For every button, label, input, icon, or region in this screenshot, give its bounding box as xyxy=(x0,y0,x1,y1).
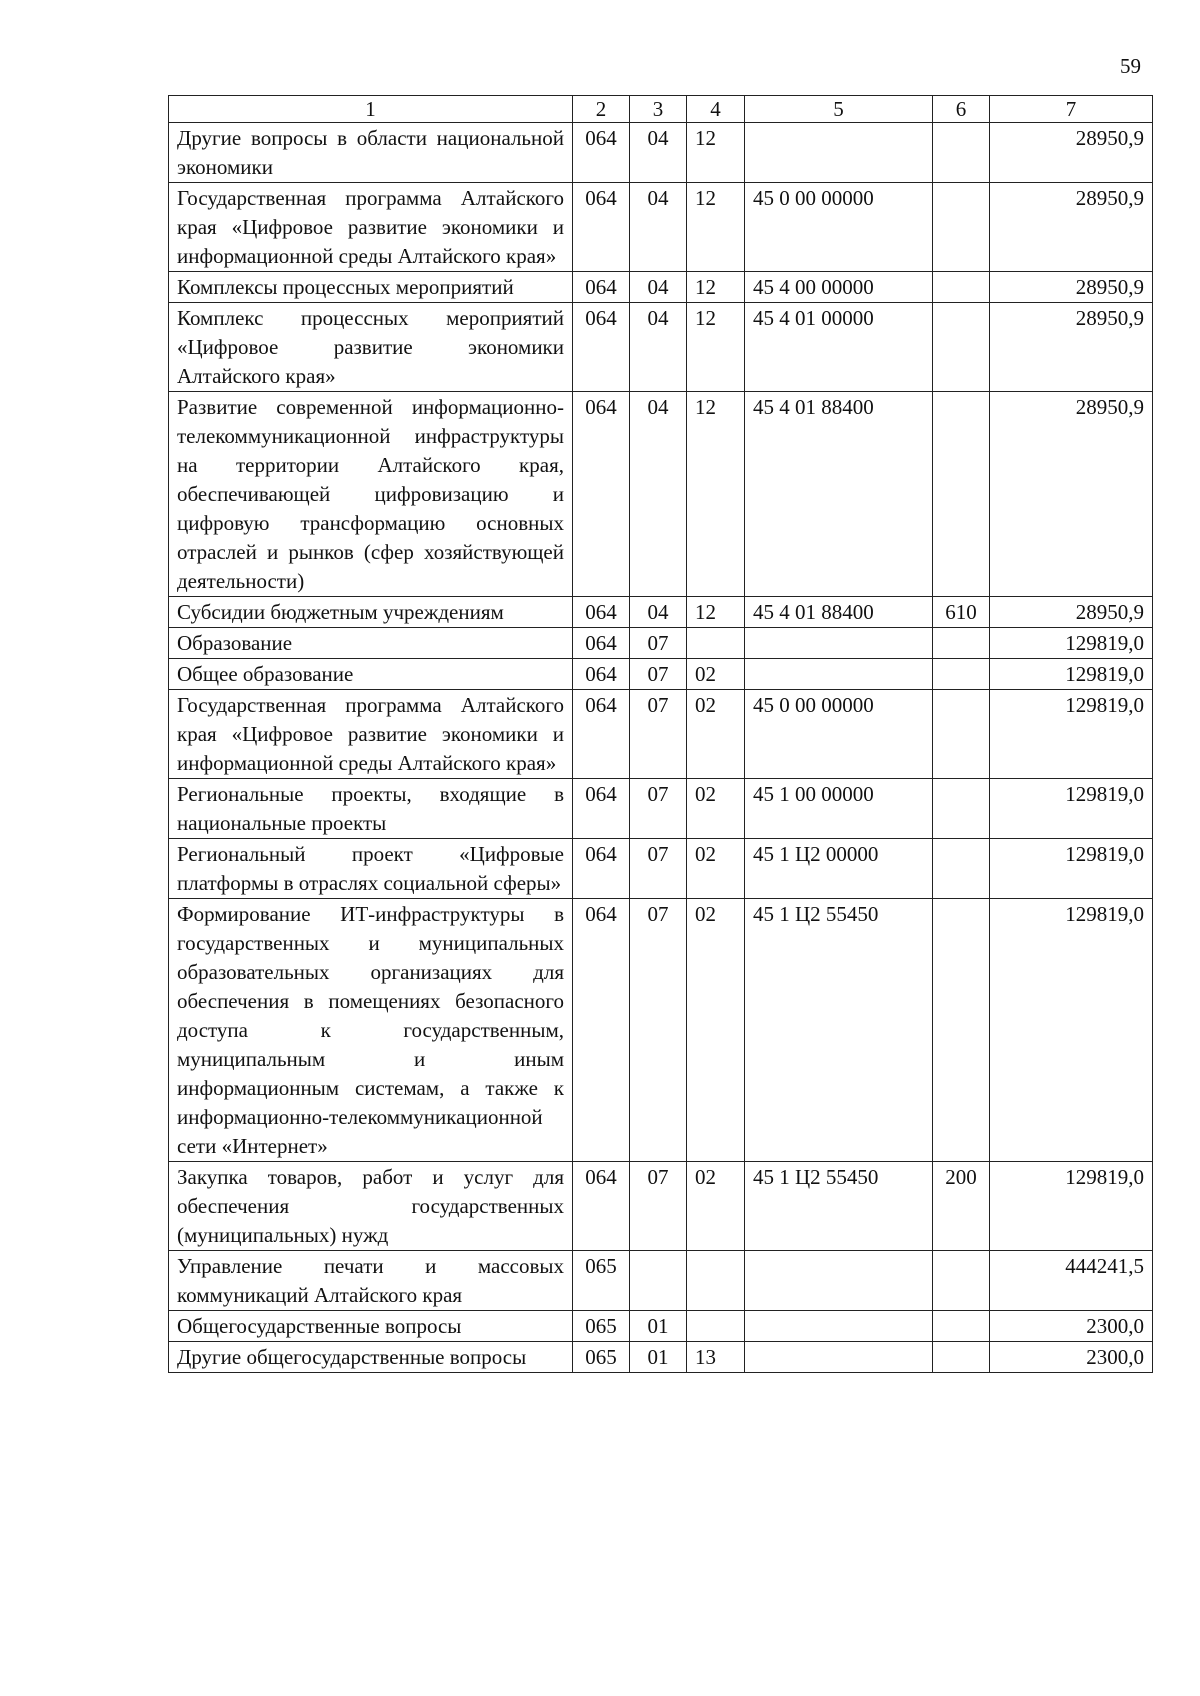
row-amount: 2300,0 xyxy=(990,1342,1153,1373)
row-expense-type xyxy=(933,1342,990,1373)
row-section xyxy=(630,1251,687,1311)
table-row xyxy=(169,597,1153,628)
row-subsection: 02 xyxy=(687,659,745,690)
table-row xyxy=(169,303,1153,392)
table-row xyxy=(169,1251,1153,1311)
row-target-article xyxy=(745,1342,933,1373)
row-expense-type xyxy=(933,659,990,690)
row-expense-type: 610 xyxy=(933,597,990,628)
row-subsection: 02 xyxy=(687,1162,745,1251)
row-target-article: 45 0 00 00000 xyxy=(745,690,933,779)
row-section: 07 xyxy=(630,1162,687,1251)
row-target-article xyxy=(745,123,933,183)
row-amount: 129819,0 xyxy=(990,690,1153,779)
row-ministry-code: 064 xyxy=(573,123,630,183)
row-ministry-code: 064 xyxy=(573,597,630,628)
row-ministry-code: 064 xyxy=(573,628,630,659)
row-ministry-code: 064 xyxy=(573,303,630,392)
header-cell-7: 7 xyxy=(990,96,1153,123)
row-subsection: 13 xyxy=(687,1342,745,1373)
row-expense-type xyxy=(933,839,990,899)
row-expense-type: 200 xyxy=(933,1162,990,1251)
table-row xyxy=(169,839,1153,899)
row-subsection xyxy=(687,1311,745,1342)
row-section: 07 xyxy=(630,659,687,690)
row-ministry-code: 065 xyxy=(573,1251,630,1311)
row-name: Образование xyxy=(169,628,573,659)
row-section: 07 xyxy=(630,779,687,839)
row-amount: 444241,5 xyxy=(990,1251,1153,1311)
row-target-article: 45 4 01 88400 xyxy=(745,597,933,628)
header-cell-2: 2 xyxy=(573,96,630,123)
row-amount: 28950,9 xyxy=(990,392,1153,597)
row-ministry-code: 064 xyxy=(573,690,630,779)
row-ministry-code: 064 xyxy=(573,899,630,1162)
row-name: Государственная программа Алтайского края «Цифровое развитие экономики и информационной среды Алтайского края» xyxy=(169,183,573,272)
table-row xyxy=(169,183,1153,272)
row-ministry-code: 065 xyxy=(573,1311,630,1342)
row-amount: 2300,0 xyxy=(990,1311,1153,1342)
row-subsection: 12 xyxy=(687,392,745,597)
table-row xyxy=(169,779,1153,839)
row-subsection: 12 xyxy=(687,183,745,272)
row-amount: 129819,0 xyxy=(990,1162,1153,1251)
table-row xyxy=(169,690,1153,779)
row-subsection: 12 xyxy=(687,123,745,183)
row-name: Субсидии бюджетным учреждениям xyxy=(169,597,573,628)
row-amount: 28950,9 xyxy=(990,272,1153,303)
row-ministry-code: 064 xyxy=(573,779,630,839)
row-amount: 129819,0 xyxy=(990,779,1153,839)
header-cell-3: 3 xyxy=(630,96,687,123)
row-subsection xyxy=(687,1251,745,1311)
row-amount: 129819,0 xyxy=(990,899,1153,1162)
row-name: Другие общегосударственные вопросы xyxy=(169,1342,573,1373)
row-subsection: 02 xyxy=(687,899,745,1162)
header-cell-6: 6 xyxy=(933,96,990,123)
row-target-article: 45 0 00 00000 xyxy=(745,183,933,272)
row-subsection: 02 xyxy=(687,839,745,899)
row-name: Комплекс процессных мероприятий «Цифровое развитие экономики Алтайского края» xyxy=(169,303,573,392)
row-expense-type xyxy=(933,1251,990,1311)
row-target-article xyxy=(745,659,933,690)
row-subsection xyxy=(687,628,745,659)
row-ministry-code: 064 xyxy=(573,659,630,690)
budget-table xyxy=(168,95,1153,1373)
row-section: 07 xyxy=(630,628,687,659)
row-section: 07 xyxy=(630,839,687,899)
row-name: Развитие современной информационно-телекоммуникационной инфраструктуры на территории Алтайского края, обеспечивающей цифровизацию и цифровую трансформацию основных отраслей и рынков (сфер хозяйствующей деятельности) xyxy=(169,392,573,597)
row-expense-type xyxy=(933,779,990,839)
row-amount: 28950,9 xyxy=(990,597,1153,628)
row-ministry-code: 064 xyxy=(573,1162,630,1251)
row-subsection: 12 xyxy=(687,597,745,628)
row-name: Комплексы процессных мероприятий xyxy=(169,272,573,303)
header-cell-4: 4 xyxy=(687,96,745,123)
row-expense-type xyxy=(933,123,990,183)
row-name: Государственная программа Алтайского края «Цифровое развитие экономики и информационной среды Алтайского края» xyxy=(169,690,573,779)
row-amount: 28950,9 xyxy=(990,303,1153,392)
row-name: Формирование ИТ-инфраструктуры в государственных и муниципальных образовательных организациях для обеспечения в помещениях безопасного доступа к государственным, муниципальным и иным информационным системам, а также к информационно-телекоммуникационной сети «Интернет» xyxy=(169,899,573,1162)
row-amount: 129819,0 xyxy=(990,839,1153,899)
table-row xyxy=(169,628,1153,659)
row-amount: 28950,9 xyxy=(990,183,1153,272)
row-subsection: 12 xyxy=(687,272,745,303)
row-subsection: 02 xyxy=(687,690,745,779)
row-target-article: 45 1 Ц2 00000 xyxy=(745,839,933,899)
row-section: 04 xyxy=(630,597,687,628)
row-section: 04 xyxy=(630,123,687,183)
row-expense-type xyxy=(933,392,990,597)
row-section: 04 xyxy=(630,183,687,272)
row-name: Региональный проект «Цифровые платформы в отраслях социальной сферы» xyxy=(169,839,573,899)
row-section: 01 xyxy=(630,1342,687,1373)
table-row xyxy=(169,899,1153,1162)
table-row xyxy=(169,1162,1153,1251)
row-amount: 28950,9 xyxy=(990,123,1153,183)
row-expense-type xyxy=(933,183,990,272)
row-section: 04 xyxy=(630,303,687,392)
row-name: Общегосударственные вопросы xyxy=(169,1311,573,1342)
row-expense-type xyxy=(933,628,990,659)
row-target-article: 45 4 01 88400 xyxy=(745,392,933,597)
row-subsection: 02 xyxy=(687,779,745,839)
row-name: Общее образование xyxy=(169,659,573,690)
row-target-article xyxy=(745,1311,933,1342)
row-ministry-code: 064 xyxy=(573,392,630,597)
table-row xyxy=(169,1342,1153,1373)
row-amount: 129819,0 xyxy=(990,628,1153,659)
row-target-article: 45 1 Ц2 55450 xyxy=(745,1162,933,1251)
row-target-article xyxy=(745,1251,933,1311)
row-target-article: 45 1 Ц2 55450 xyxy=(745,899,933,1162)
row-expense-type xyxy=(933,690,990,779)
row-amount: 129819,0 xyxy=(990,659,1153,690)
row-ministry-code: 065 xyxy=(573,1342,630,1373)
row-name: Закупка товаров, работ и услуг для обеспечения государственных (муниципальных) нужд xyxy=(169,1162,573,1251)
table-row xyxy=(169,272,1153,303)
row-target-article: 45 4 00 00000 xyxy=(745,272,933,303)
table-row xyxy=(169,659,1153,690)
row-name: Другие вопросы в области национальной экономики xyxy=(169,123,573,183)
table-row xyxy=(169,1311,1153,1342)
page-number: 59 xyxy=(1120,54,1141,78)
row-subsection: 12 xyxy=(687,303,745,392)
row-section: 07 xyxy=(630,690,687,779)
row-ministry-code: 064 xyxy=(573,839,630,899)
row-target-article: 45 1 00 00000 xyxy=(745,779,933,839)
row-expense-type xyxy=(933,1311,990,1342)
table-row xyxy=(169,123,1153,183)
row-expense-type xyxy=(933,272,990,303)
row-ministry-code: 064 xyxy=(573,183,630,272)
row-section: 04 xyxy=(630,392,687,597)
header-row xyxy=(169,96,1153,123)
row-ministry-code: 064 xyxy=(573,272,630,303)
row-name: Региональные проекты, входящие в национальные проекты xyxy=(169,779,573,839)
header-cell-5: 5 xyxy=(745,96,933,123)
row-section: 04 xyxy=(630,272,687,303)
table-body xyxy=(169,123,1153,1373)
row-section: 07 xyxy=(630,899,687,1162)
row-section: 01 xyxy=(630,1311,687,1342)
row-expense-type xyxy=(933,899,990,1162)
row-target-article: 45 4 01 00000 xyxy=(745,303,933,392)
row-target-article xyxy=(745,628,933,659)
row-expense-type xyxy=(933,303,990,392)
table-row xyxy=(169,392,1153,597)
header-cell-1: 1 xyxy=(169,96,573,123)
row-name: Управление печати и массовых коммуникаций Алтайского края xyxy=(169,1251,573,1311)
